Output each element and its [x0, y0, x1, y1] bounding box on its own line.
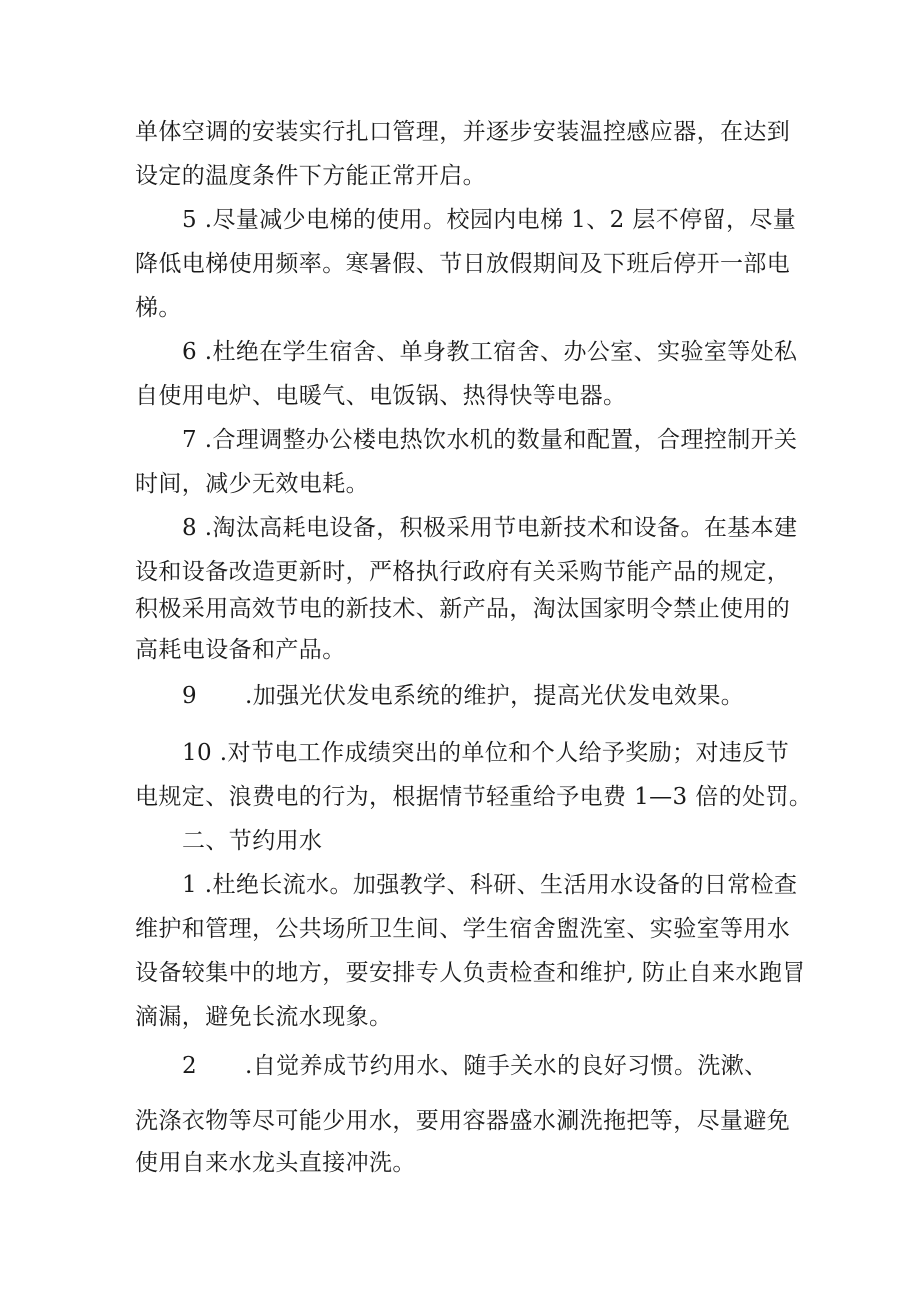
- item-7-line: 7 .合理调整办公楼电热饮水机的数量和配置，合理控制开关: [182, 427, 798, 453]
- item-9-line: [182, 681, 744, 711]
- item-10-line: 10 .对节电工作成绩突出的单位和个人给予奖励；对违反节: [182, 740, 790, 766]
- item-5-line: 梯。: [135, 295, 182, 321]
- item-9-number: 9: [182, 683, 198, 709]
- item-9-text: .加强光伏发电系统的维护，提高光伏发电效果。: [245, 683, 745, 709]
- item-10-line: 电规定、浪费电的行为，根据情节轻重给予电费 1—3 倍的处罚。: [135, 784, 813, 810]
- item-6-line: 自使用电炉、电暖气、电饭锅、热得快等电器。: [135, 383, 627, 409]
- water-item-1-line: 维护和管理，公共场所卫生间、学生宿舍盥洗室、实验室等用水: [135, 916, 791, 942]
- item-7-line: 时间，减少无效电耗。: [135, 471, 369, 497]
- item-5-line: 降低电梯使用频率。寒暑假、节日放假期间及下班后停开一部电: [135, 251, 791, 277]
- section-heading: 二、节约用水: [182, 828, 323, 854]
- water-item-2-text: .自觉养成节约用水、随手关水的良好习惯。洗漱、: [245, 1053, 768, 1079]
- paragraph-line: 单体空调的安装实行扎口管理，并逐步安装温控感应器，在达到: [135, 119, 791, 145]
- water-item-2-line: 使用自来水龙头直接冲洗。: [135, 1150, 416, 1176]
- item-8-line: 高耗电设备和产品。: [135, 637, 346, 663]
- water-item-1-line: 设备较集中的地方，要安排专人负责检查和维护, 防止自来水跑冒: [135, 960, 806, 986]
- water-item-2-line: [182, 1051, 768, 1081]
- water-item-2-line: 洗涤衣物等尽可能少用水，要用容器盛水涮洗拖把等，尽量避免: [135, 1108, 791, 1134]
- water-item-2-number: 2: [182, 1053, 198, 1079]
- item-6-line: 6 .杜绝在学生宿舍、单身教工宿舍、办公室、实验室等处私: [182, 339, 798, 365]
- item-5-line: 5 .尽量减少电梯的使用。校园内电梯 1、2 层不停留，尽量: [182, 207, 797, 233]
- water-item-1-line: 1 .杜绝长流水。加强教学、科研、生活用水设备的日常检查: [182, 872, 798, 898]
- item-8-line: 设和设备改造更新时，严格执行政府有关采购节能产品的规定，: [135, 559, 791, 585]
- item-8-line: 积极采用高效节电的新技术、新产品，淘汰国家明令禁止使用的: [135, 596, 791, 622]
- item-8-line: 8 .淘汰高耗电设备，积极采用节电新技术和设备。在基本建: [182, 515, 798, 541]
- water-item-1-line: 滴漏，避免长流水现象。: [135, 1004, 393, 1030]
- paragraph-line: 设定的温度条件下方能正常开启。: [135, 163, 486, 189]
